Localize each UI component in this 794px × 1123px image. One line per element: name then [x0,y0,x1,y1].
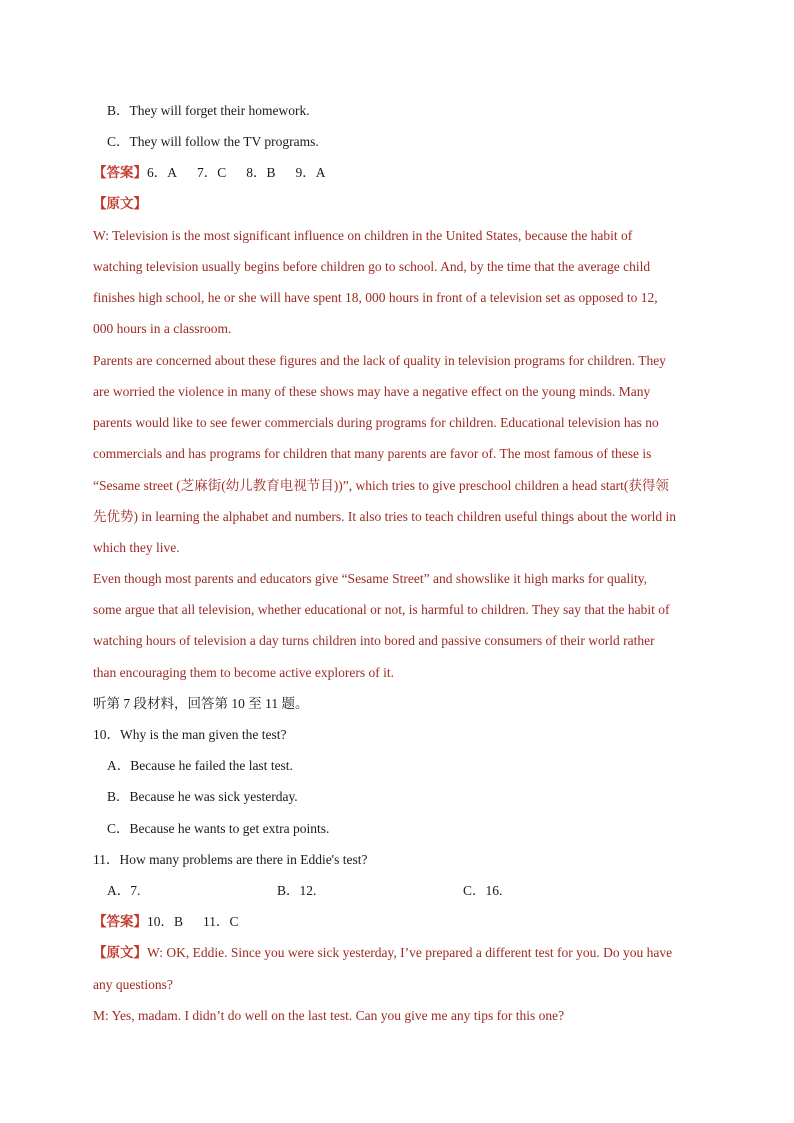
transcript-line: any questions? [93,977,173,992]
transcript-line: which they live. [93,540,180,555]
q10-option-b: B．Because he was sick yesterday. [107,789,298,804]
q11-option-b: B．12. [277,883,317,898]
transcript-line: 先优势) in learning the alphabet and numbers. It also tries to teach children useful things about the world in [93,509,676,524]
transcript-line: finishes high school, he or she will have spent 18, 000 hours in front of a television set as opposed to 12, [93,290,658,305]
transcript-line: M: Yes, madam. I didn’t do well on the last test. Can you give me any tips for this one? [93,1008,565,1023]
answer-tag: 【答案】 [93,165,147,180]
transcript-line: Even though most parents and educators give “Sesame Street” and showslike it high marks for quality, [93,571,647,586]
q11-stem: 11．How many problems are there in Eddie's test? [93,852,368,867]
transcript-tag: 【原文】 [93,196,147,211]
transcript-line: W: Television is the most significant influence on children in the United States, because the habit of [93,228,633,243]
answer-item: 10．B [147,914,184,929]
answer-key-6-9 [93,163,346,183]
transcript-tag: 【原文】 [93,945,147,960]
answer-item: 8．B [246,165,276,180]
q10-option-a: A．Because he failed the last test. [107,758,293,773]
transcript-line: watching hours of television a day turns children into bored and passive consumers of their world rather [93,633,655,648]
transcript-line [93,943,672,963]
section-instruction: 听第 7 段材料，回答第 10 至 11 题。 [93,696,309,711]
answer-item: 6．A [147,165,177,180]
answer-key-10-11 [93,912,259,932]
q9-option-b: B．They will forget their homework. [107,103,310,118]
transcript-line: parents would like to see fewer commercials during programs for children. Educational television has no [93,415,659,430]
answer-item: 9．A [295,165,326,180]
transcript-line: than encouraging them to become active explorers of it. [93,665,395,680]
answer-item: 7．C [197,165,227,180]
transcript-text: W: OK, Eddie. Since you were sick yesterday, I’ve prepared a different test for you. Do you have [147,945,673,960]
transcript-line: watching television usually begins before children go to school. And, by the time that the average child [93,259,651,274]
q10-option-c: C．Because he wants to get extra points. [107,821,330,836]
answer-tag: 【答案】 [93,914,147,929]
transcript-line: “Sesame street (芝麻街(幼儿教育电视节目))”, which tries to give preschool children a head start(获得领 [93,478,669,493]
q9-option-c: C．They will follow the TV programs. [107,134,319,149]
transcript-line: are worried the violence in many of these shows may have a negative effect on the young minds. Many [93,384,651,399]
q11-option-a: A．7. [107,883,141,898]
q10-stem: 10．Why is the man given the test? [93,727,287,742]
answer-item: 11．C [203,914,239,929]
transcript-line: Parents are concerned about these figures and the lack of quality in television programs for children. They [93,353,666,368]
transcript-line: some argue that all television, whether educational or not, is harmful to children. They say that the habit of [93,602,670,617]
transcript-line: commercials and has programs for children that many parents are favor of. The most famous of these is [93,446,652,461]
q11-option-c: C．16. [463,883,503,898]
transcript-line: 000 hours in a classroom. [93,321,232,336]
